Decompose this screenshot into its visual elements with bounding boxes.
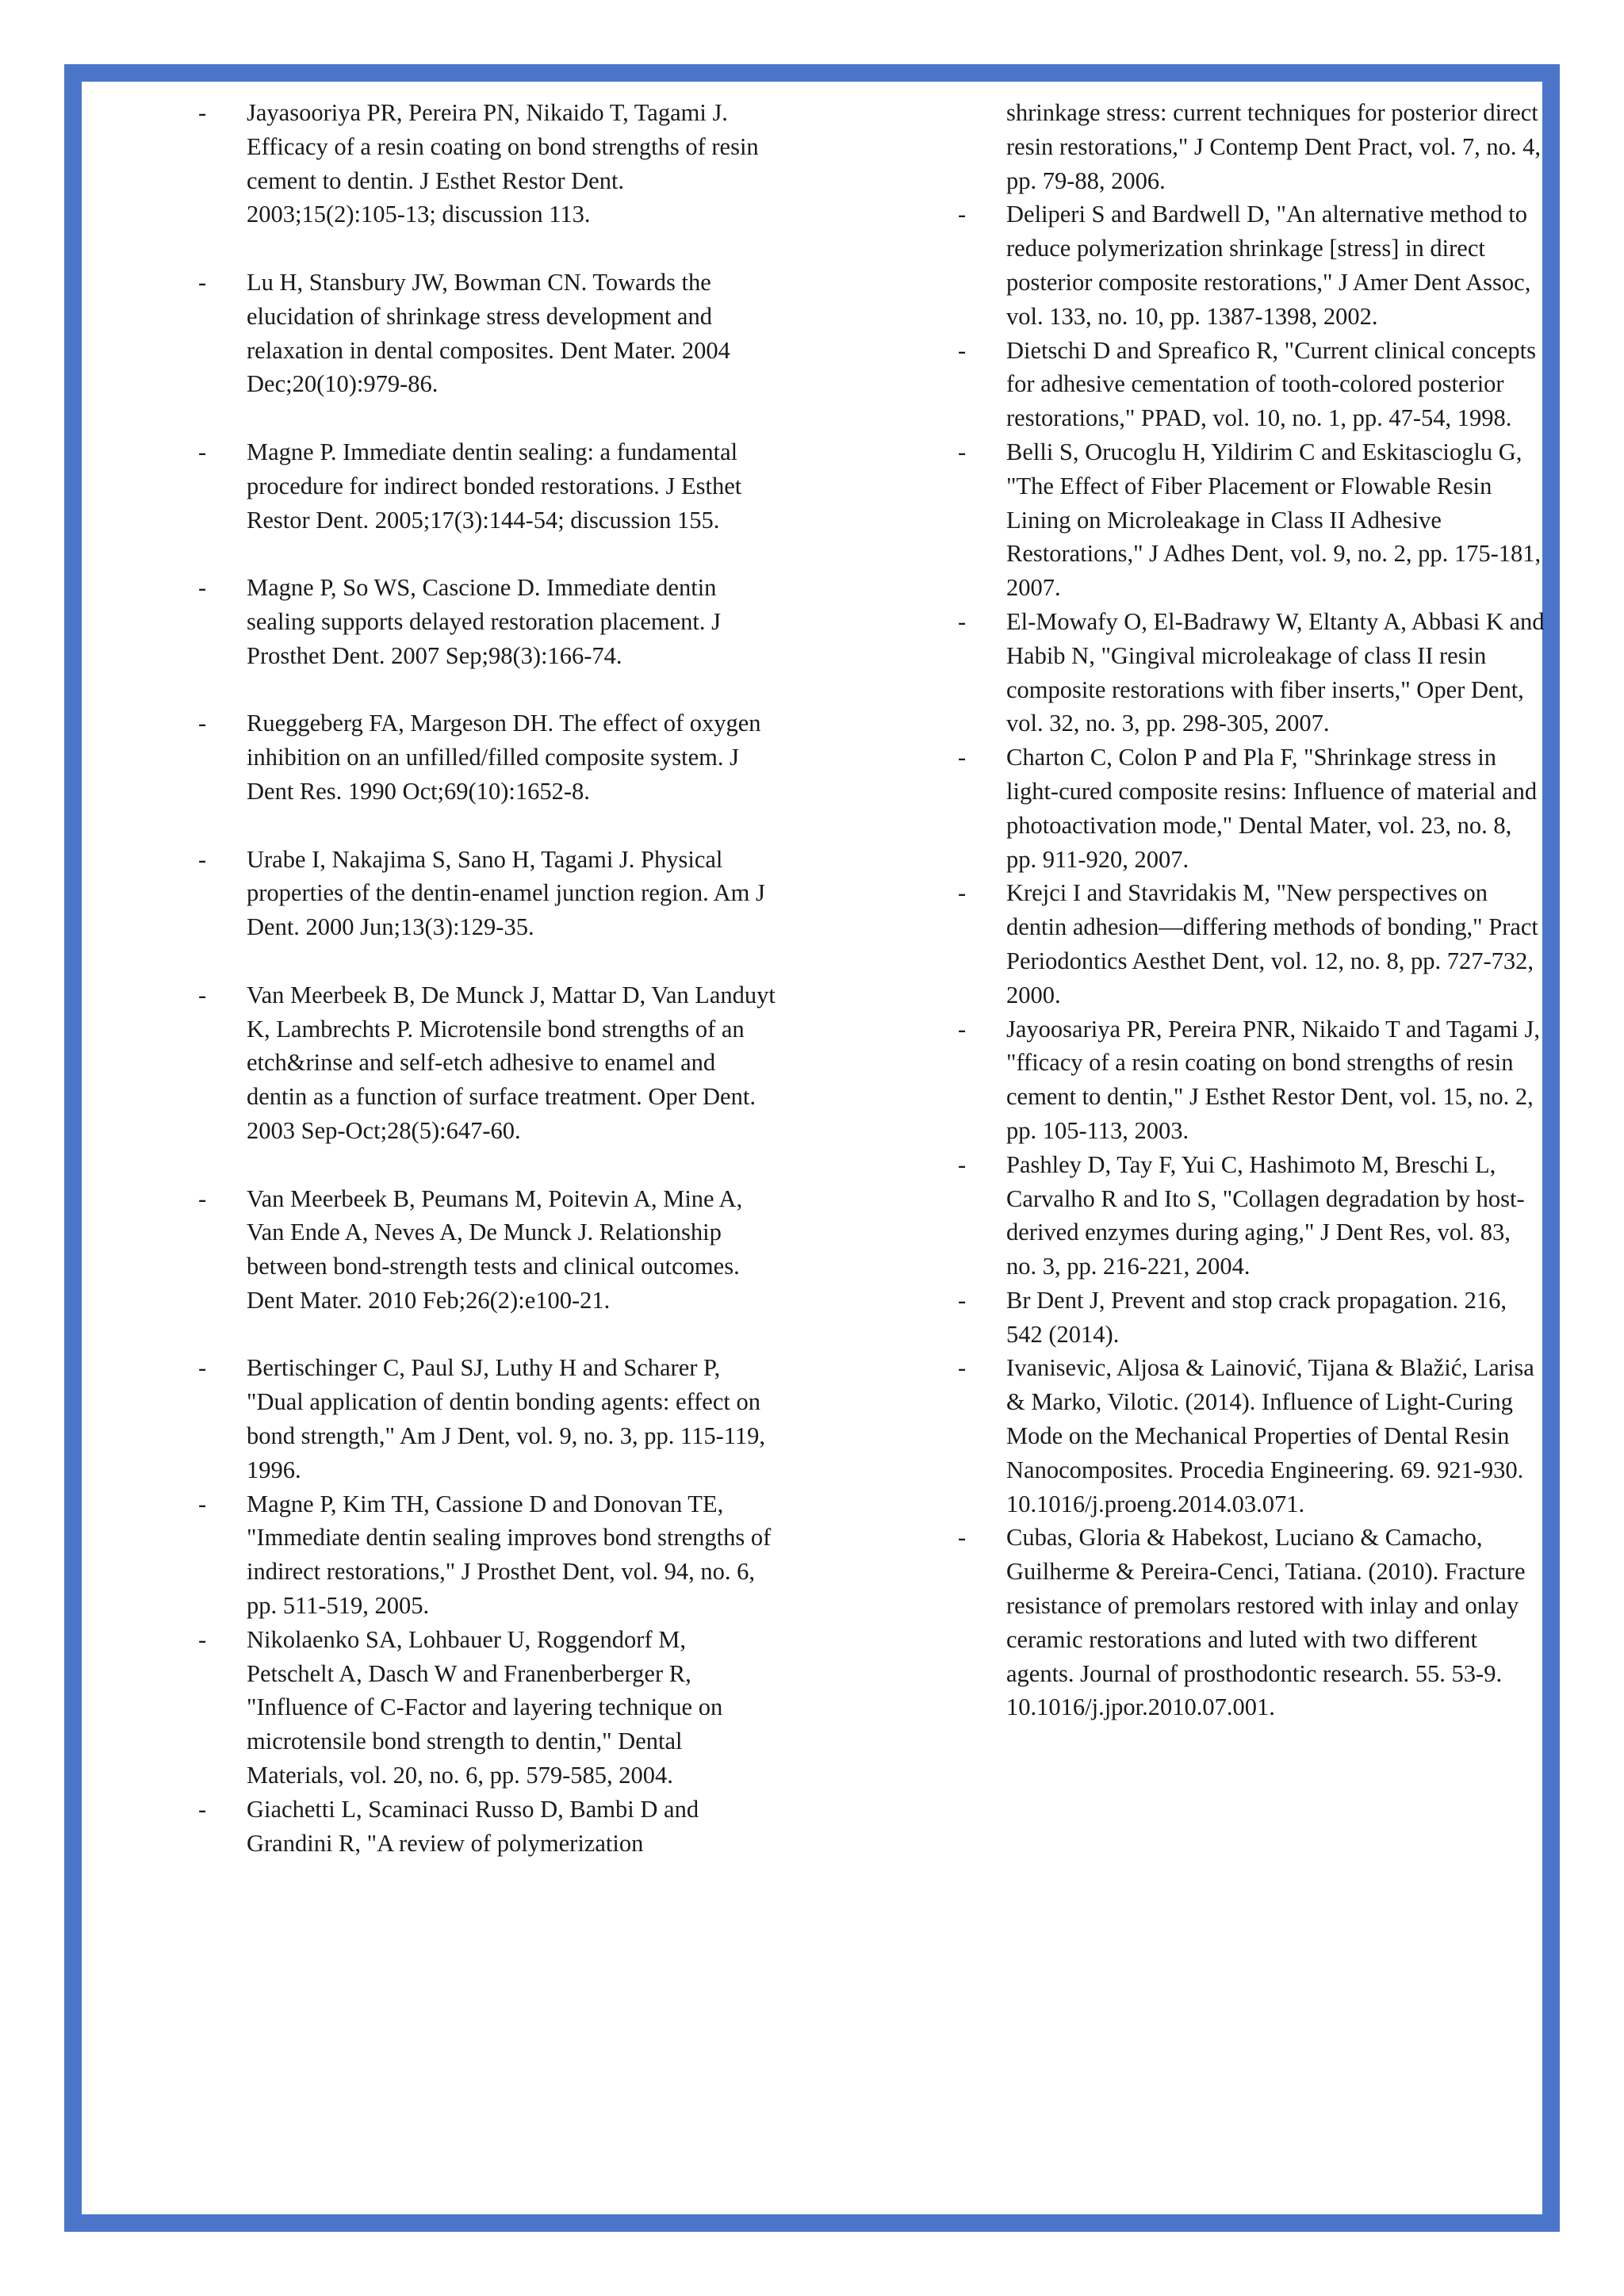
reference-text: Deliperi S and Bardwell D, "An alternative method to reduce polymerization shrinkage [stress] in direct posterior composite restorations," J Amer Dent Assoc, vol. 133, no. 10, pp. 1387-1398, 2002. [1006,201,1531,330]
bullet-dash: - [958,1015,967,1043]
reference-item [198,1793,777,1861]
bullet-dash: - [958,1150,967,1178]
reference-item [958,605,1545,740]
reference-item [198,1487,777,1623]
reference-text: Nikolaenko SA, Lohbauer U, Roggendorf M, Petschelt A, Dasch W and Franenberberger R, "Influence of C-Factor and layering technique on microtensile bond strength to dentin," Dental Materials, vol. 20, no. 6, pp. 579-585, 2004. [247,1625,723,1789]
reference-text: Magne P, Kim TH, Cassione D and Donovan TE, "Immediate dentin sealing improves bond strengths of indirect restorations," J Prosthet Dent, vol. 94, no. 6, pp. 511-519, 2005. [247,1490,772,1620]
reference-item [958,197,1545,333]
bullet-dash: - [958,336,967,364]
reference-text: Br Dent J, Prevent and stop crack propagation. 216, 542 (2014). [1006,1286,1507,1348]
bullet-dash: - [958,879,967,907]
bullet-dash: - [198,438,207,465]
reference-text: Magne P. Immediate dentin sealing: a fundamental procedure for indirect bonded restorations. J Esthet Restor Dent. 2005;17(3):144-54; discussion 155. [247,438,742,534]
bullet-dash: - [198,1354,207,1382]
reference-text: Dietschi D and Spreafico R, "Current clinical concepts for adhesive cementation of tooth-colored posterior restorations," PPAD, vol. 10, no. 1, pp. 47-54, 1998. [1006,336,1536,432]
bullet-dash: - [198,1625,207,1653]
bullet-dash: - [958,1524,967,1552]
bullet-dash: - [958,201,967,228]
bullet-dash: - [958,1286,967,1314]
reference-text: Van Meerbeek B, De Munck J, Mattar D, Van Landuyt K, Lambrechts P. Microtensile bond strengths of an etch&rinse and self-etch adhesive to enamel and dentin as a function of surface treatment. Oper Dent. 2003 Sep-Oct;28(5):647-60. [247,981,776,1144]
reference-text: Rueggeberg FA, Margeson DH. The effect of oxygen inhibition on an unfilled/filled composite system. J Dent Res. 1990 Oct;69(10):1652-8. [247,710,761,805]
bullet-dash: - [198,574,207,602]
reference-item [198,843,777,944]
bullet-dash: - [198,981,207,1008]
reference-item [958,1351,1545,1521]
reference-item [198,96,777,232]
reference-text: Van Meerbeek B, Peumans M, Poitevin A, Mine A, Van Ende A, Neves A, De Munck J. Relationship between bond-strength tests and clinical outcomes. Dent Mater. 2010 Feb;26(2):e100-21. [247,1184,743,1314]
bullet-dash: - [198,845,207,873]
reference-continuation [958,96,1545,197]
bullet-dash: - [958,744,967,771]
reference-text: Belli S, Orucoglu H, Yildirim C and Eskitascioglu G, "The Effect of Fiber Placement or Flowable Resin Lining on Microleakage in Class II Adhesive Restorations," J Adhes Dent, vol. 9, no. 2, pp. 175-181, 2007. [1006,438,1542,602]
reference-item [958,1012,1545,1148]
reference-text: Bertischinger C, Paul SJ, Luthy H and Scharer P, "Dual application of dentin bonding agents: effect on bond strength," Am J Dent, vol. 9, no. 3, pp. 115-119, 1996. [247,1354,766,1483]
reference-item [958,1148,1545,1284]
reference-item [198,435,777,537]
reference-item [198,1351,777,1487]
left-column [198,96,777,1860]
reference-text: Ivanisevic, Aljosa & Lainović, Tijana & Blažić, Larisa & Marko, Vilotic. (2014). Influence of Light-Curing Mode on the Mechanical Properties of Dental Resin Nanocomposites. Procedia Engineering. 69. 921-930. 10.1016/j.proeng.2014.03.071. [1006,1354,1534,1517]
reference-item [958,1521,1545,1724]
reference-text: shrinkage stress: current techniques for posterior direct resin restorations," J Contemp Dent Pract, vol. 7, no. 4, pp. 79-88, 2006. [1006,99,1542,194]
reference-text: El-Mowafy O, El-Badrawy W, Eltanty A, Abbasi K and Habib N, "Gingival microleakage of class II resin composite restorations with fiber inserts," Oper Dent, vol. 32, no. 3, pp. 298-305, 2007. [1006,607,1545,737]
bullet-dash: - [198,99,207,126]
bullet-dash: - [198,710,207,737]
reference-item [958,1284,1545,1352]
right-column [958,96,1545,1724]
bullet-dash: - [958,607,967,635]
reference-text: Giachetti L, Scaminaci Russo D, Bambi D and Grandini R, "A review of polymerization [247,1795,699,1857]
reference-text: Jayasooriya PR, Pereira PN, Nikaido T, Tagami J. Efficacy of a resin coating on bond strengths of resin cement to dentin. J Esthet Restor Dent. 2003;15(2):105-13; discussion 113. [247,99,759,228]
reference-item [198,1623,777,1793]
reference-text: Pashley D, Tay F, Yui C, Hashimoto M, Breschi L, Carvalho R and Ito S, "Collagen degradation by host-derived enzymes during aging," J Dent Res, vol. 83, no. 3, pp. 216-221, 2004. [1006,1150,1525,1280]
bullet-dash: - [198,268,207,296]
reference-text: Jayoosariya PR, Pereira PNR, Nikaido T and Tagami J, "fficacy of a resin coating on bond strengths of resin cement to dentin," J Esthet Restor Dent, vol. 15, no. 2, pp. 105-113, 2003. [1006,1015,1541,1144]
bullet-dash: - [958,1354,967,1382]
reference-item [198,978,777,1148]
reference-item [958,740,1545,876]
reference-text: Urabe I, Nakajima S, Sano H, Tagami J. Physical properties of the dentin-enamel junction region. Am J Dent. 2000 Jun;13(3):129-35. [247,845,765,941]
reference-text: Magne P, So WS, Cascione D. Immediate dentin sealing supports delayed restoration placement. J Prosthet Dent. 2007 Sep;98(3):166-74. [247,574,721,669]
reference-item [958,334,1545,435]
reference-item [198,266,777,401]
reference-text: Krejci I and Stavridakis M, "New perspectives on dentin adhesion—differing methods of bonding," Pract Periodontics Aesthet Dent, vol. 12, no. 8, pp. 727-732, 2000. [1006,879,1538,1008]
bullet-dash: - [198,1490,207,1517]
reference-text: Lu H, Stansbury JW, Bowman CN. Towards the elucidation of shrinkage stress development and relaxation in dental composites. Dent Mater. 2004 Dec;20(10):979-86. [247,268,730,398]
bullet-dash: - [198,1184,207,1212]
reference-item [198,1182,777,1318]
bullet-dash: - [958,438,967,465]
reference-item [198,571,777,672]
bullet-dash: - [198,1795,207,1823]
reference-text: Cubas, Gloria & Habekost, Luciano & Camacho, Guilherme & Pereira-Cenci, Tatiana. (2010). Fracture resistance of premolars restored with inlay and onlay ceramic restorations and luted with two different agents. Journal of prosthodontic research. 55. 53-9. 10.1016/j.jpor.2010.07.001. [1006,1524,1526,1721]
reference-text: Charton C, Colon P and Pla F, "Shrinkage stress in light-cured composite resins: Influence of material and photoactivation mode," Dental Mater, vol. 23, no. 8, pp. 911-920, 2007. [1006,744,1538,873]
reference-item [958,435,1545,605]
reference-item [958,876,1545,1012]
reference-item [198,706,777,808]
